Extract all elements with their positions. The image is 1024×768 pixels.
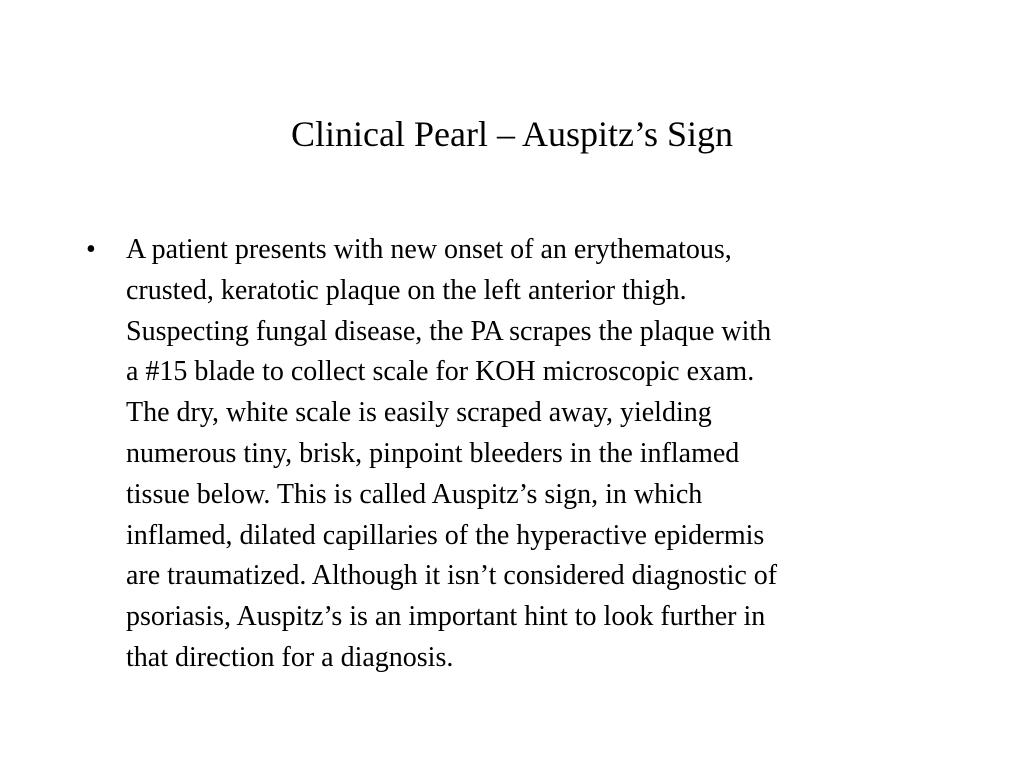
bullet-line: inflamed, dilated capillaries of the hyperactive epidermis <box>126 519 765 551</box>
bullet-line: A patient presents with new onset of an erythematous, <box>126 234 732 265</box>
bullet-item <box>86 230 946 679</box>
bullet-text <box>126 230 946 679</box>
bullet-marker: • <box>86 234 96 265</box>
bullet-line: that direction for a diagnosis. <box>126 641 454 673</box>
slide-title: Clinical Pearl – Auspitz’s Sign <box>291 114 733 154</box>
bullet-line: numerous tiny, brisk, pinpoint bleeders in the inflamed <box>126 437 740 469</box>
bullet-line: a #15 blade to collect scale for KOH microscopic exam. <box>126 356 755 388</box>
bullet-line: crusted, keratotic plaque on the left anterior thigh. <box>126 274 687 306</box>
bullet-line: tissue below. This is called Auspitz’s sign, in which <box>126 478 703 510</box>
bullet-line: The dry, white scale is easily scraped away, yielding <box>126 397 712 429</box>
bullet-line: are traumatized. Although it isn’t considered diagnostic of <box>126 560 778 592</box>
bullet-line: psoriasis, Auspitz’s is an important hint to look further in <box>126 601 766 633</box>
bullet-list <box>86 230 946 679</box>
bullet-line: Suspecting fungal disease, the PA scrapes the plaque with <box>126 315 772 347</box>
